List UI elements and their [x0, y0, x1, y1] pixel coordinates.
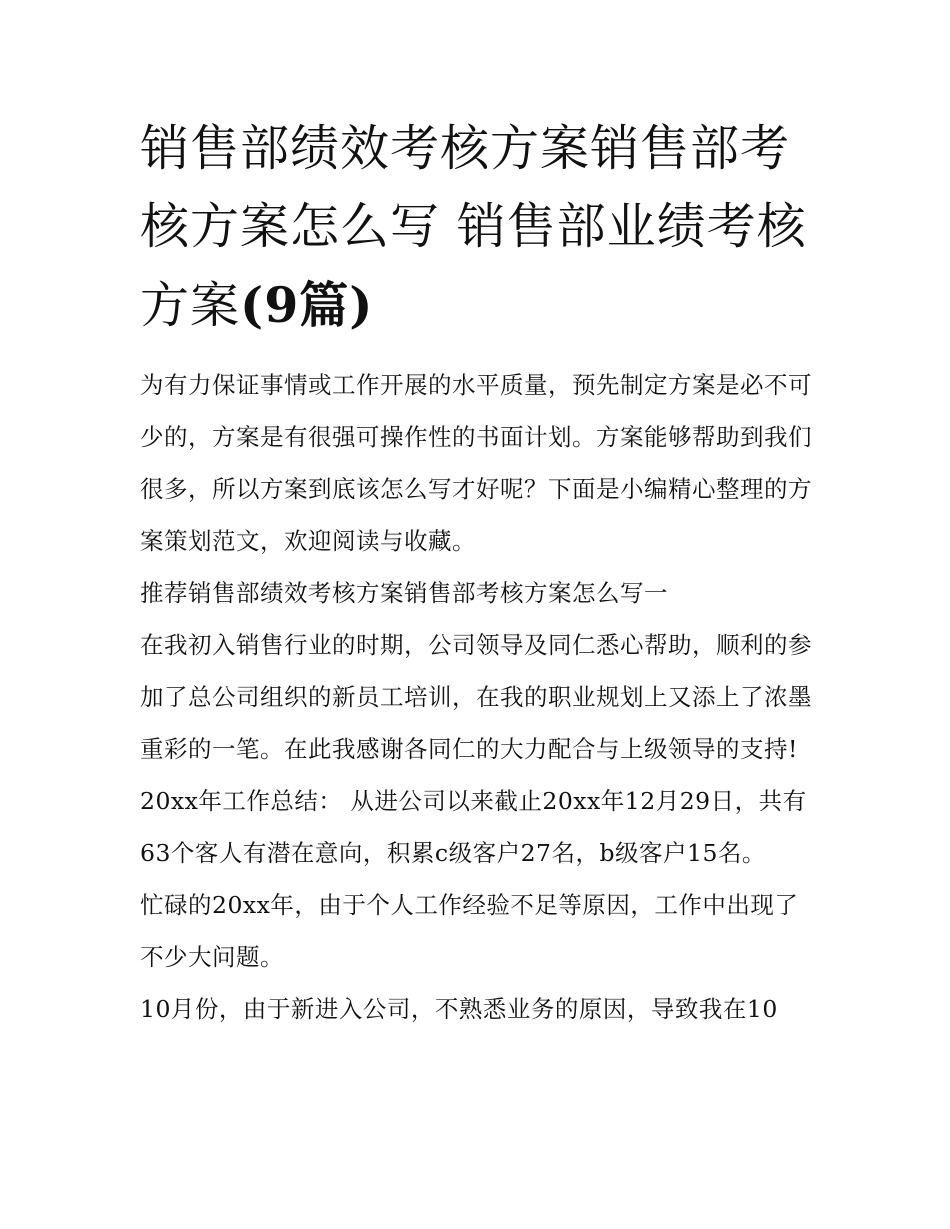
title-count-text: (9篇)	[240, 276, 374, 334]
body-paragraph: 10月份，由于新进入公司，不熟悉业务的原因，导致我在10	[140, 995, 778, 1023]
body-paragraph: 忙碌的20xx年，由于个人工作经验不足等原因，工作中出现了不少大问题。	[140, 891, 799, 971]
section-heading: 推荐销售部绩效考核方案销售部考核方案怎么写一	[140, 579, 668, 607]
document-body	[140, 110, 812, 1035]
body-paragraph: 在我初入销售行业的时期，公司领导及同仁悉心帮助，顺利的参加了总公司组织的新员工培训，在我的职业规划上又添上了浓墨重彩的一笔。在此我感谢各同仁的大力配合与上级领导的支持!	[140, 631, 812, 763]
intro-paragraph: 为有力保证事情或工作开展的水平质量，预先制定方案是必不可少的，方案是有很强可操作性的书面计划。方案能够帮助到我们很多，所以方案到底该怎么写才好呢？下面是小编精心整理的方案策划范文，欢迎阅读与收藏。	[140, 371, 812, 555]
work-summary-paragraph: 20xx年工作总结： 从进公司以来截止20xx年12月29日，共有63个客人有潜在意向，积累c级客户27名，b级客户15名。	[140, 787, 807, 867]
title-main-text: 销售部绩效考核方案销售部考核方案怎么写 销售部业绩考核方案	[140, 120, 807, 334]
document-title	[140, 110, 812, 345]
